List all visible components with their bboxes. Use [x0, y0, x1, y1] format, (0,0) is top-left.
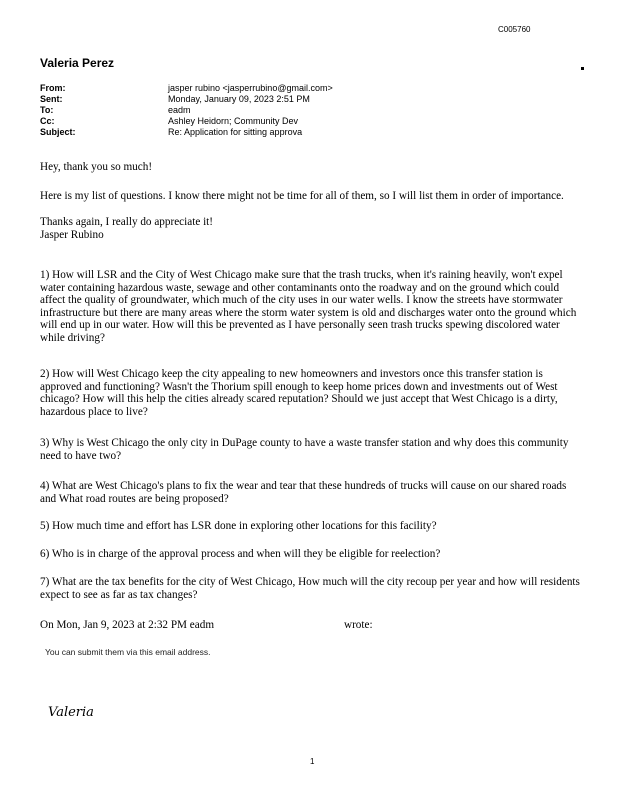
sender-name: Jasper Rubino [40, 229, 104, 241]
cc-value: Ashley Heidorn; Community Dev [168, 116, 299, 126]
sent-label: Sent: [40, 94, 63, 104]
question-7: 7) What are the tax benefits for the city of West Chicago, How much will the city recoup per year and how will residents expect to see as far as tax changes? [40, 576, 580, 601]
subject-label: Subject: [40, 127, 76, 137]
cc-label: Cc: [40, 116, 55, 126]
quote-wrote: wrote: [344, 619, 373, 631]
handwritten-signature: Valeria [48, 705, 94, 720]
question-3: 3) Why is West Chicago the only city in DuPage county to have a waste transfer station and why does this community need to have two? [40, 437, 569, 462]
document-id: C005760 [498, 25, 531, 34]
page-mark [581, 67, 584, 70]
intro-paragraph: Here is my list of questions. I know there might not be time for all of them, so I will list them in order of importance. [40, 190, 564, 202]
from-label: From: [40, 83, 66, 93]
greeting: Hey, thank you so much! [40, 161, 153, 173]
to-label: To: [40, 105, 54, 115]
question-5: 5) How much time and effort has LSR done in exploring other locations for this facility? [40, 520, 437, 532]
question-6: 6) Who is in charge of the approval process and when will they be eligible for reelection? [40, 548, 441, 560]
quote-header: On Mon, Jan 9, 2023 at 2:32 PM eadm [40, 619, 215, 631]
from-value: jasper rubino <jasperrubino@gmail.com> [168, 83, 333, 93]
sent-value: Monday, January 09, 2023 2:51 PM [168, 94, 310, 104]
page-number: 1 [310, 757, 315, 766]
question-4: 4) What are West Chicago's plans to fix the wear and tear that these hundreds of trucks will cause on our shared roads and What road routes are being proposed? [40, 480, 567, 505]
question-1: 1) How will LSR and the City of West Chicago make sure that the trash trucks, when it's raining heavily, won't expel water containing hazardous waste, sewage and other contaminants onto the roadway and on the ground which could affect the quality of groundwater, which much of the city uses in our water wells. I know the streets have stormwater infrastructure but there are many areas where the storm water system is old and discharges water onto the ground which will end up in our water. How will this be prevented as I have personally seen trash trucks spewing discolored water while driving? [40, 269, 577, 344]
subject-value: Re: Application for sitting approva [168, 127, 303, 137]
question-2: 2) How will West Chicago keep the city appealing to new homeowners and investors once this transfer station is approved and functioning? Wasn't the Thorium spill enough to keep home prices down and investments out of West chicago? How will this help the cities already scared reputation? Should we just accept that West Chicago is a dirty, hazardous place to live? [40, 368, 558, 418]
to-value: eadm [168, 105, 191, 115]
quoted-body: You can submit them via this email address. [45, 647, 211, 657]
thanks-line: Thanks again, I really do appreciate it! [40, 216, 214, 228]
author-name: Valeria Perez [40, 56, 115, 70]
